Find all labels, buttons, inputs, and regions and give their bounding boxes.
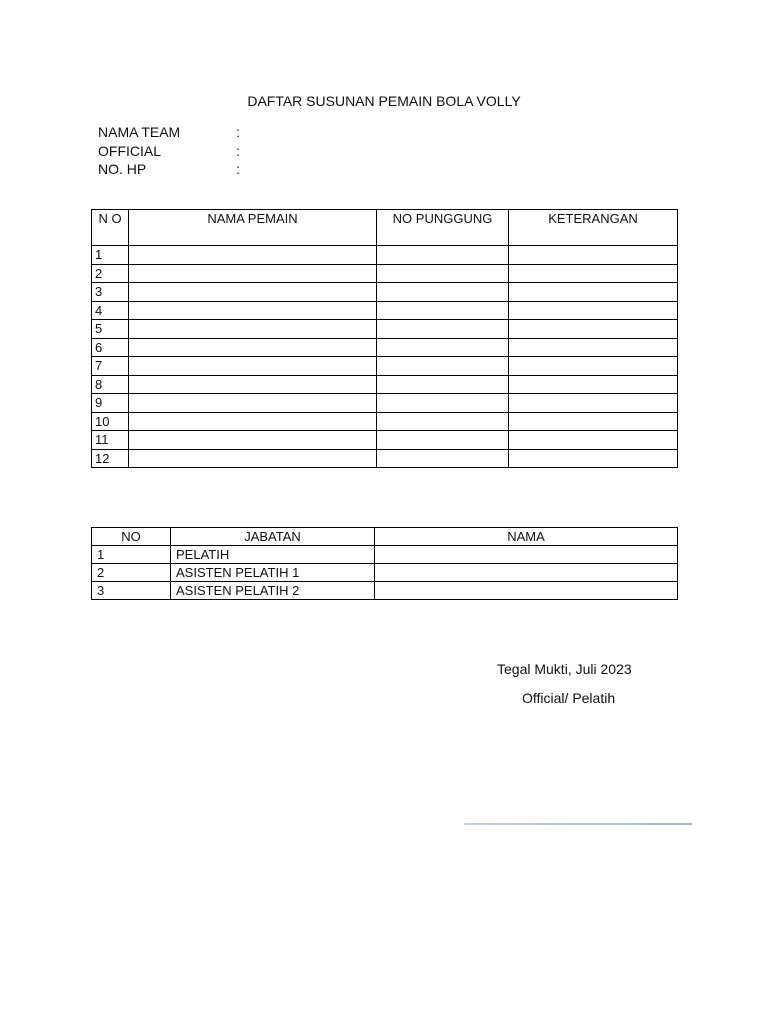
cell-no: 4	[92, 301, 129, 320]
cell-name[interactable]	[375, 582, 678, 600]
table-row	[92, 431, 678, 450]
cell-player-name[interactable]	[129, 357, 377, 376]
cell-player-name[interactable]	[129, 283, 377, 302]
info-row-phone	[98, 160, 240, 179]
cell-jersey-number[interactable]	[377, 449, 509, 468]
table-row	[92, 283, 678, 302]
officials-table	[91, 527, 678, 600]
cell-no: 12	[92, 449, 129, 468]
cell-remarks[interactable]	[509, 264, 678, 283]
cell-player-name[interactable]	[129, 264, 377, 283]
cell-remarks[interactable]	[509, 246, 678, 265]
cell-no: 3	[92, 582, 171, 600]
info-label: NAMA TEAM	[98, 124, 181, 140]
header-remarks: KETERANGAN	[509, 210, 678, 246]
cell-jersey-number[interactable]	[377, 246, 509, 265]
officials-header-row	[92, 528, 678, 546]
info-separator: :	[236, 161, 240, 177]
cell-jersey-number[interactable]	[377, 375, 509, 394]
table-row	[92, 394, 678, 413]
cell-remarks[interactable]	[509, 320, 678, 339]
cell-player-name[interactable]	[129, 394, 377, 413]
header-position: JABATAN	[171, 528, 375, 546]
cell-no: 1	[92, 546, 171, 564]
info-row-team	[98, 123, 240, 142]
players-header-row	[92, 210, 678, 246]
table-row	[92, 449, 678, 468]
cell-no: 2	[92, 264, 129, 283]
cell-remarks[interactable]	[509, 283, 678, 302]
cell-remarks[interactable]	[509, 431, 678, 450]
table-row	[92, 546, 678, 564]
header-jersey-number: NO PUNGGUNG	[377, 210, 509, 246]
table-row	[92, 564, 678, 582]
cell-jersey-number[interactable]	[377, 431, 509, 450]
cell-no: 9	[92, 394, 129, 413]
players-table	[91, 209, 678, 468]
cell-jersey-number[interactable]	[377, 320, 509, 339]
table-row	[92, 375, 678, 394]
cell-position: ASISTEN PELATIH 1	[171, 564, 375, 582]
team-info	[98, 123, 240, 179]
cell-player-name[interactable]	[129, 412, 377, 431]
place-date: Tegal Mukti, Juli 2023	[497, 661, 632, 677]
cell-no: 3	[92, 283, 129, 302]
cell-remarks[interactable]	[509, 394, 678, 413]
cell-no: 7	[92, 357, 129, 376]
cell-player-name[interactable]	[129, 301, 377, 320]
table-row	[92, 338, 678, 357]
cell-name[interactable]	[375, 546, 678, 564]
table-row	[92, 412, 678, 431]
info-label: OFFICIAL	[98, 142, 162, 159]
table-row	[92, 246, 678, 265]
info-separator: :	[236, 124, 240, 140]
cell-no: 5	[92, 320, 129, 339]
cell-name[interactable]	[375, 564, 678, 582]
document-title: DAFTAR SUSUNAN PEMAIN BOLA VOLLY	[247, 93, 521, 109]
cell-player-name[interactable]	[129, 431, 377, 450]
info-row-official	[98, 142, 240, 161]
header-player-name: NAMA PEMAIN	[129, 210, 377, 246]
cell-remarks[interactable]	[509, 412, 678, 431]
table-row	[92, 320, 678, 339]
cell-jersey-number[interactable]	[377, 357, 509, 376]
header-no: NO	[92, 528, 171, 546]
cell-player-name[interactable]	[129, 338, 377, 357]
cell-jersey-number[interactable]	[377, 264, 509, 283]
cell-no: 6	[92, 338, 129, 357]
table-row	[92, 582, 678, 600]
cell-jersey-number[interactable]	[377, 301, 509, 320]
cell-position: PELATIH	[171, 546, 375, 564]
table-row	[92, 357, 678, 376]
cell-remarks[interactable]	[509, 357, 678, 376]
cell-no: 1	[92, 246, 129, 265]
cell-jersey-number[interactable]	[377, 394, 509, 413]
cell-jersey-number[interactable]	[377, 338, 509, 357]
table-row	[92, 301, 678, 320]
cell-player-name[interactable]	[129, 320, 377, 339]
cell-remarks[interactable]	[509, 375, 678, 394]
cell-jersey-number[interactable]	[377, 283, 509, 302]
cell-remarks[interactable]	[509, 449, 678, 468]
cell-no: 8	[92, 375, 129, 394]
cell-no: 2	[92, 564, 171, 582]
cell-no: 10	[92, 412, 129, 431]
cell-no: 11	[92, 431, 129, 450]
cell-player-name[interactable]	[129, 449, 377, 468]
cell-jersey-number[interactable]	[377, 412, 509, 431]
info-separator: :	[236, 142, 240, 159]
cell-remarks[interactable]	[509, 338, 678, 357]
info-label: NO. HP	[98, 161, 147, 177]
cell-remarks[interactable]	[509, 301, 678, 320]
table-row	[92, 264, 678, 283]
cell-position: ASISTEN PELATIH 2	[171, 582, 375, 600]
signature-line	[464, 823, 692, 825]
header-no: N O	[92, 210, 129, 246]
signer-role: Official/ Pelatih	[522, 690, 616, 706]
cell-player-name[interactable]	[129, 246, 377, 265]
cell-player-name[interactable]	[129, 375, 377, 394]
header-name: NAMA	[375, 528, 678, 546]
